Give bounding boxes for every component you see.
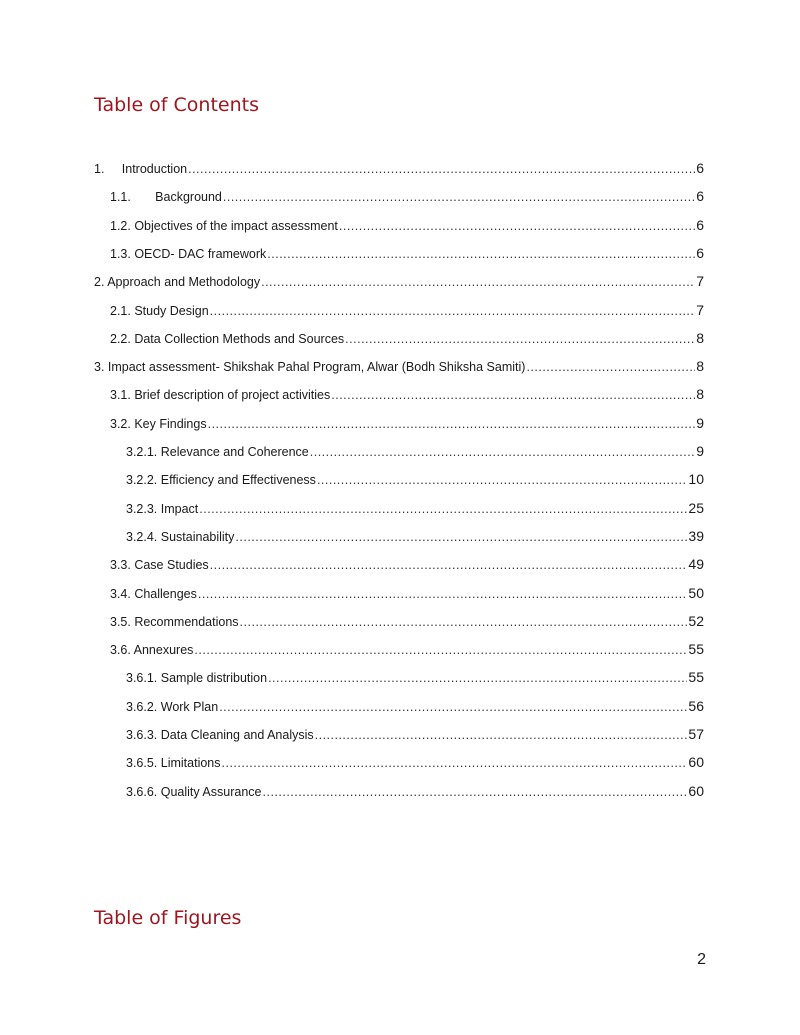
toc-leader-dots [210, 556, 688, 574]
toc-entry-title: 3.5. Recommendations [110, 615, 239, 629]
toc-entry-title: 1. Introduction [94, 162, 188, 176]
toc-entry-page: 9 [696, 443, 704, 459]
toc-entry-title: 3.3. Case Studies [110, 558, 209, 572]
toc-entry[interactable] [126, 499, 704, 517]
toc-entry-title: 2. Approach and Methodology [94, 275, 261, 289]
toc-entry[interactable] [94, 357, 704, 375]
toc-leader-dots [526, 358, 695, 376]
toc-entry-page: 10 [688, 471, 704, 487]
toc-entry-page: 49 [688, 556, 704, 572]
toc-entry-page: 9 [696, 415, 704, 431]
toc-entry-page: 55 [688, 641, 704, 657]
toc-entry-title: 3.2.2. Efficiency and Effectiveness [126, 473, 316, 487]
toc-entry-page: 39 [688, 528, 704, 544]
toc-leader-dots [267, 245, 695, 263]
toc-heading: Table of Contents [94, 94, 259, 116]
toc-entry[interactable] [110, 385, 704, 403]
toc-entry-page: 6 [696, 160, 704, 176]
toc-entry[interactable] [126, 668, 704, 686]
toc-entry-page: 7 [696, 273, 704, 289]
toc-entry[interactable] [126, 442, 704, 460]
toc-leader-dots [263, 783, 688, 801]
toc-entry[interactable] [126, 527, 704, 545]
toc-leader-dots [208, 415, 696, 433]
toc-entry[interactable] [110, 301, 704, 319]
toc-entry-title: 1.2. Objectives of the impact assessment [110, 219, 338, 233]
toc-entry-title: 3.2.3. Impact [126, 502, 199, 516]
toc-entry-title: 3.6. Annexures [110, 643, 194, 657]
toc-leader-dots [268, 669, 687, 687]
toc-entry-page: 8 [696, 358, 704, 374]
toc-entry-page: 6 [696, 217, 704, 233]
toc-entry-page: 6 [696, 188, 704, 204]
toc-entry[interactable] [126, 725, 704, 743]
toc-leader-dots [317, 471, 687, 489]
toc-entry[interactable] [110, 640, 704, 658]
toc-leader-dots [339, 217, 695, 235]
toc-entry-title: 2.2. Data Collection Methods and Sources [110, 332, 345, 346]
toc-entry-title: 1.3. OECD- DAC framework [110, 247, 267, 261]
toc-entry-title: 2.1. Study Design [110, 304, 209, 318]
toc-entry-page: 55 [688, 669, 704, 685]
toc-entry-title: 3.6.6. Quality Assurance [126, 785, 262, 799]
toc-entry[interactable] [126, 753, 704, 771]
toc-leader-dots [261, 273, 695, 291]
toc-entry-title: 3. Impact assessment- Shikshak Pahal Program, Alwar (Bodh Shiksha Samiti) [94, 360, 526, 374]
toc-entry-page: 57 [688, 726, 704, 742]
toc-entry[interactable] [110, 244, 704, 262]
toc-leader-dots [223, 188, 695, 206]
toc-leader-dots [315, 726, 688, 744]
toc-entry[interactable] [94, 272, 704, 290]
toc-entry[interactable] [110, 555, 704, 573]
toc-entry-title: 3.6.1. Sample distribution [126, 671, 268, 685]
toc-leader-dots [331, 386, 695, 404]
toc-entry-page: 25 [688, 500, 704, 516]
toc-leader-dots [310, 443, 695, 461]
toc-leader-dots [210, 302, 696, 320]
toc-entry[interactable] [110, 329, 704, 347]
toc-entry-title: 3.6.5. Limitations [126, 756, 221, 770]
toc-entry-page: 56 [688, 698, 704, 714]
toc-entry[interactable] [110, 414, 704, 432]
toc-entry-page: 8 [696, 330, 704, 346]
toc-entry[interactable] [126, 782, 704, 800]
toc-entry-title: 3.2.4. Sustainability [126, 530, 235, 544]
toc-entry[interactable] [94, 159, 704, 177]
toc-entry[interactable] [110, 216, 704, 234]
toc-leader-dots [222, 754, 688, 772]
toc-leader-dots [188, 160, 695, 178]
toc-entry-title: 3.2. Key Findings [110, 417, 207, 431]
toc-entry-page: 7 [696, 302, 704, 318]
toc-leader-dots [198, 585, 688, 603]
toc-entry[interactable] [126, 697, 704, 715]
toc-entry[interactable] [110, 584, 704, 602]
toc-entry-title: 3.6.3. Data Cleaning and Analysis [126, 728, 314, 742]
toc-entry-title: 3.6.2. Work Plan [126, 700, 219, 714]
toc-entry-title: 3.4. Challenges [110, 587, 197, 601]
page-number: 2 [697, 951, 706, 968]
toc-entry-page: 60 [688, 754, 704, 770]
toc-entry-page: 8 [696, 386, 704, 402]
toc-entry-page: 60 [688, 783, 704, 799]
toc-entry-page: 6 [696, 245, 704, 261]
toc-leader-dots [240, 613, 688, 631]
toc-entry[interactable] [110, 187, 704, 205]
toc-leader-dots [194, 641, 687, 659]
toc-entry[interactable] [126, 470, 704, 488]
toc-leader-dots [235, 528, 687, 546]
toc-entry-title: 3.2.1. Relevance and Coherence [126, 445, 309, 459]
toc-leader-dots [345, 330, 695, 348]
toc-leader-dots [219, 698, 687, 716]
toc-entry-page: 50 [688, 585, 704, 601]
toc-entry-title: 1.1. Background [110, 190, 222, 204]
toc-entry[interactable] [110, 612, 704, 630]
figures-heading: Table of Figures [94, 907, 242, 929]
toc-leader-dots [199, 500, 687, 518]
toc-entry-title: 3.1. Brief description of project activities [110, 388, 331, 402]
toc-entry-page: 52 [688, 613, 704, 629]
